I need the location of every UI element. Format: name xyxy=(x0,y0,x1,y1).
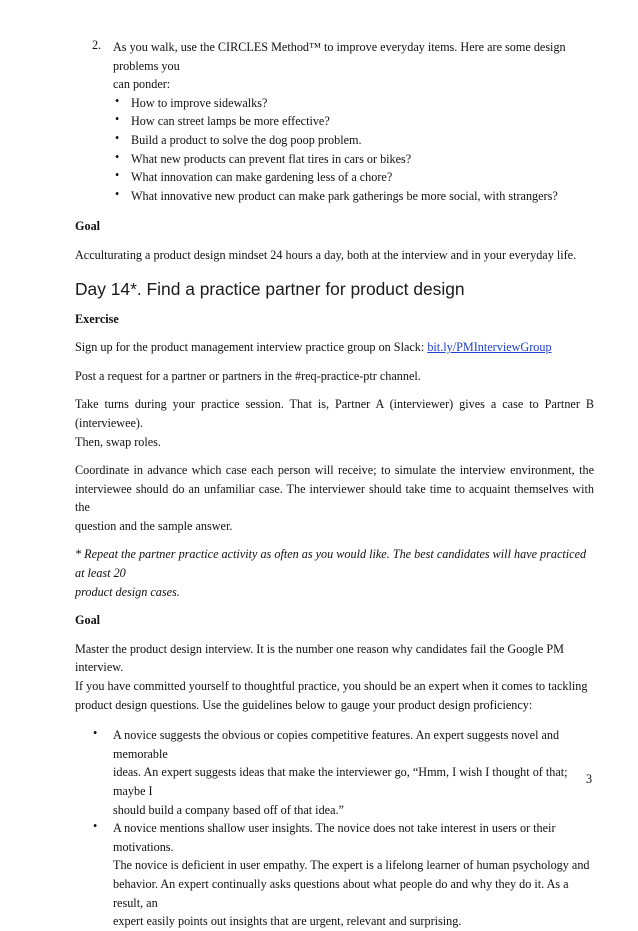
list-item xyxy=(75,168,594,187)
list-item-text-line: As you walk, use the CIRCLES Method™ to improve everyday items. Here are some design problems you xyxy=(113,40,566,73)
page-number: 3 xyxy=(586,772,593,786)
paragraph-line: product design cases. xyxy=(75,584,180,599)
bullet-icon: • xyxy=(115,186,120,201)
list-item-text: A novice mentions shallow user insights. The novice does not take interest in users or their motivations. xyxy=(113,821,556,854)
footnote-paragraph xyxy=(75,545,594,601)
list-item xyxy=(75,726,594,819)
paragraph-line: Coordinate in advance which case each person will receive; to simulate the interview environment, the xyxy=(75,463,594,478)
section-heading: Day 14*. Find a practice partner for product design xyxy=(75,278,465,299)
coordinate-paragraph xyxy=(75,461,594,535)
list-item-text: What new products can prevent flat tires in cars or bikes? xyxy=(131,151,412,166)
paragraph-line: If you have committed yourself to thoughtful practice, you should be an expert when it comes to tackling xyxy=(75,679,588,694)
bullet-icon: • xyxy=(93,819,98,834)
list-item-text: ideas. An expert suggests ideas that make the interviewer go, “Hmm, I wish I thought of that; maybe I xyxy=(113,765,568,798)
list-item xyxy=(75,112,594,131)
paragraph-line: Take turns during your practice session. That is, Partner A (interviewer) gives a case to Partner B (interviewee). xyxy=(75,397,594,430)
goal-label: Goal xyxy=(75,219,101,234)
list-number: 2. xyxy=(92,38,102,52)
list-item-text: Build a product to solve the dog poop problem. xyxy=(131,132,362,147)
paragraph-line: Then, swap roles. xyxy=(75,434,161,449)
list-item xyxy=(75,94,594,113)
bullet-icon: • xyxy=(115,130,120,145)
bullet-icon: • xyxy=(93,726,98,741)
goal-label: Goal xyxy=(75,613,101,628)
signup-text: Sign up for the product management interview practice group on Slack: xyxy=(75,340,428,355)
numbered-list-item xyxy=(75,38,594,94)
goal-paragraph xyxy=(75,640,594,714)
signup-paragraph xyxy=(75,338,594,357)
proficiency-list xyxy=(75,726,594,931)
bullet-icon: • xyxy=(115,149,120,164)
list-item-text: should build a company based off of that idea.” xyxy=(113,802,344,817)
design-problems-list xyxy=(75,94,594,206)
paragraph-line: * Repeat the partner practice activity as often as you would like. The best candidates will have practiced at least 20 xyxy=(75,547,587,581)
paragraph-line: product design questions. Use the guidelines below to gauge your product design proficiency: xyxy=(75,697,533,712)
list-item-text: What innovation can make gardening less of a chore? xyxy=(131,170,393,185)
goal-text: Acculturating a product design mindset 24 hours a day, both at the interview and in your everyday life. xyxy=(75,247,577,262)
list-item-text: What innovative new product can make park gatherings be more social, with strangers? xyxy=(131,188,558,203)
list-item-text: How to improve sidewalks? xyxy=(131,95,268,110)
list-item xyxy=(75,187,594,206)
bullet-icon: • xyxy=(115,112,120,127)
post-request-paragraph: Post a request for a partner or partners in the #req-practice-ptr channel. xyxy=(75,368,421,383)
list-item-text: A novice suggests the obvious or copies competitive features. An expert suggests novel and memorable xyxy=(113,728,560,761)
take-turns-paragraph xyxy=(75,395,594,451)
bullet-icon: • xyxy=(115,93,120,108)
list-item-text: behavior. An expert continually asks questions about what people do and why they do it. As a result, an xyxy=(113,876,569,910)
list-item xyxy=(75,131,594,150)
list-item-text: expert easily points out insights that are urgent, relevant and surprising. xyxy=(113,914,462,929)
paragraph-line: Master the product design interview. It is the number one reason why candidates fail the Google PM interview. xyxy=(75,641,564,675)
list-item-text-line: can ponder: xyxy=(113,77,171,92)
list-item-text: The novice is deficient in user empathy. The expert is a lifelong learner of human psychology and xyxy=(113,858,590,873)
list-item xyxy=(75,150,594,169)
bullet-icon: • xyxy=(115,168,120,183)
exercise-label: Exercise xyxy=(75,311,119,326)
paragraph-line: interviewee should do an unfamiliar case. The interviewer should take time to acquaint themselves with the xyxy=(75,481,594,515)
paragraph-line: question and the sample answer. xyxy=(75,518,233,533)
slack-group-link[interactable]: bit.ly/PMInterviewGroup xyxy=(427,340,552,355)
list-item xyxy=(75,819,594,931)
list-item-text: How can street lamps be more effective? xyxy=(131,114,330,129)
